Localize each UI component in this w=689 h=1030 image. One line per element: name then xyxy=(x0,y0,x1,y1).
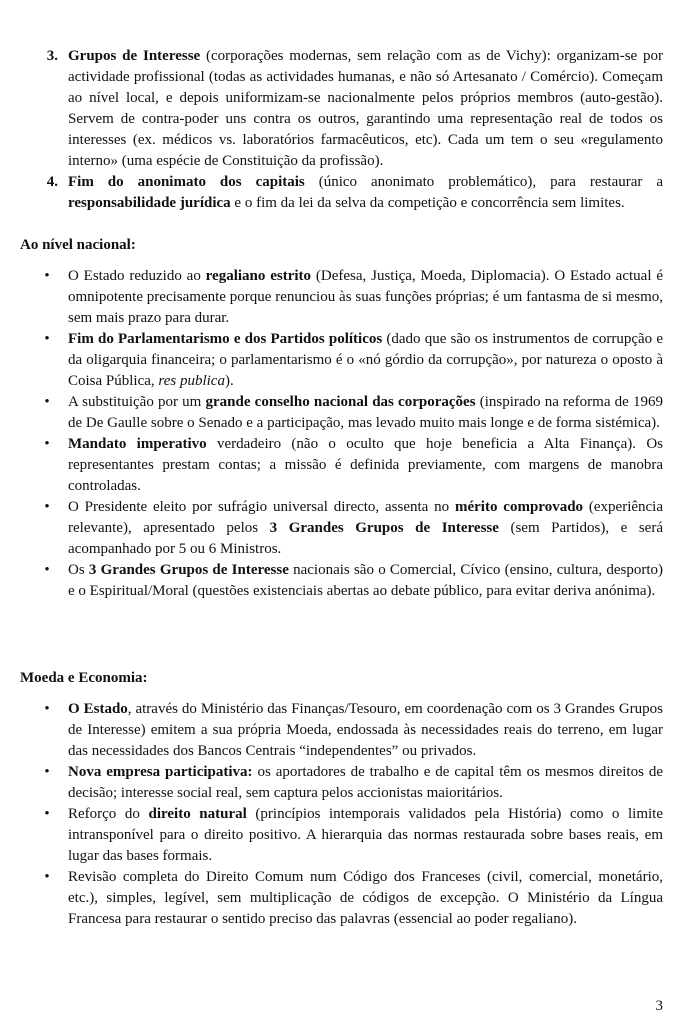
text-run: (Defesa, Justiça, Moeda, Diplomacia). O Estado actual é omnipotente precisamente porque renunciou às suas funções próprias; é um fantasma de si mesmo, sem mais prazo para durar. xyxy=(68,268,663,326)
bold-text: direito natural xyxy=(148,806,247,822)
item-text xyxy=(68,329,663,392)
list-item xyxy=(20,699,663,762)
list-item xyxy=(20,434,663,497)
bullet-icon: • xyxy=(44,806,50,822)
list-item xyxy=(20,329,663,392)
page-number: 3 xyxy=(655,998,663,1014)
bold-text: Fim do Parlamentarismo e dos Partidos políticos xyxy=(68,331,383,347)
list-item xyxy=(20,497,663,560)
item-text xyxy=(68,560,663,602)
bold-text: 3 Grandes Grupos de Interesse xyxy=(88,562,289,578)
item-text xyxy=(68,497,663,560)
item-text xyxy=(68,172,663,214)
bullet-icon: • xyxy=(44,331,50,347)
item-text xyxy=(68,46,663,172)
text-run: (dado que são os instrumentos de corrupção e da oligarquia financeira; o parlamentarismo é o «nó górdio da corrupção», por natureza o oposto à Coisa Pública, xyxy=(68,331,663,389)
list-item xyxy=(20,867,663,930)
list-item xyxy=(20,392,663,434)
section-heading-nacional: Ao nível nacional: xyxy=(20,237,136,253)
bold-text: mérito comprovado xyxy=(455,499,584,515)
bold-text: Nova empresa participativa: xyxy=(68,764,253,780)
bullet-icon: • xyxy=(44,764,50,780)
bullet-icon: • xyxy=(44,562,50,578)
italic-text: res publica xyxy=(158,373,225,389)
bullet-list-moeda xyxy=(20,699,663,930)
text-run: (único anonimato problemático), para restaurar a xyxy=(304,174,663,190)
text-run: (inspirado na reforma de 1969 de De Gaulle sobre o Senado e a participação, mas levado muito mais longe e de forma sistémica). xyxy=(68,394,663,431)
bullet-list-nacional xyxy=(20,266,663,602)
item-text xyxy=(68,867,663,930)
numbered-list xyxy=(20,46,663,214)
text-run: os aportadores de trabalho e de capital têm os mesmos direitos de decisão; interesse social real, sem captura pelos accionistas maioritários. xyxy=(68,764,663,801)
item-text xyxy=(68,392,663,434)
bold-text: Fim do anonimato dos capitais xyxy=(68,174,305,190)
bold-text: responsabilidade jurídica xyxy=(68,195,231,211)
bullet-icon: • xyxy=(44,268,50,284)
list-item xyxy=(20,560,663,602)
text-run: (sem Partidos), e será acompanhado por 5 ou 6 Ministros. xyxy=(68,520,663,557)
text-run: O Presidente eleito por sufrágio universal directo, assenta no xyxy=(68,499,455,515)
item-text xyxy=(68,762,663,804)
numbered-item-3 xyxy=(20,46,663,172)
bold-text: Grupos de Interesse xyxy=(68,48,201,64)
bullet-icon: • xyxy=(44,701,50,717)
text-run: Revisão completa do Direito Comum num Código dos Franceses (civil, comercial, monetário, etc.), simples, legível, sem multiplicação de códigos de excepção. O Ministério da Língua Francesa para restaurar o sentido preciso das palavras (essencial ao poder regaliano). xyxy=(68,869,663,927)
item-text xyxy=(68,266,663,329)
list-item xyxy=(20,762,663,804)
text-run: (princípios intemporais validados pela História) como o limite intransponível para o direito positivo. A hierarquia das normas restaurada sobre bases reais, em lugar das bases formais. xyxy=(68,806,663,864)
section-heading-moeda: Moeda e Economia: xyxy=(20,670,148,686)
list-item xyxy=(20,266,663,329)
bold-text: regaliano estrito xyxy=(205,268,312,284)
item-text xyxy=(68,804,663,867)
list-number: 4. xyxy=(46,174,58,190)
text-run: Os xyxy=(68,562,89,578)
text-run: , através do Ministério das Finanças/Tesouro, em coordenação com os 3 Grandes Grupos de Interesse) emitem a sua própria Moeda, endossada às necessidades reais do terreno, em lugar das necessidades dos Bancos Centrais “independentes” ou privados. xyxy=(68,701,663,759)
text-run: verdadeiro (não o oculto que hoje beneficia a Alta Finança). Os representantes prestam contas; a missão é definida previamente, com margens de manobra controladas. xyxy=(68,436,663,494)
list-item xyxy=(20,804,663,867)
text-run: A substituição por um xyxy=(68,394,206,410)
text-run: (experiência relevante), apresentado pelos xyxy=(68,499,663,536)
item-text xyxy=(68,434,663,497)
text-run: (corporações modernas, sem relação com as de Vichy): organizam-se por actividade profissional (todas as actividades humanas, e não só Artesanato / Comércio). Começam ao nível local, e depois uniformizam-se nacionalmente pelos próprios membros (auto-gestão). Servem de contra-poder uns contra os outros, garantindo uma representação real de todos os interesses (ex. médicos vs. laboratórios farmacêuticos, etc). Cada um tem o seu «regulamento interno» (uma espécie de Constituição da profissão). xyxy=(68,48,663,169)
text-run: O Estado reduzido ao xyxy=(68,268,206,284)
text-run: e o fim da lei da selva da competição e concorrência sem limites. xyxy=(230,195,625,211)
bullet-icon: • xyxy=(44,394,50,410)
text-run: ). xyxy=(224,373,234,389)
bold-text: grande conselho nacional das corporações xyxy=(205,394,476,410)
text-run: nacionais são o Comercial, Cívico (ensino, cultura, desporto) e o Espiritual/Moral (questões existenciais abertas ao debate público, para evitar deriva anónima). xyxy=(68,562,664,599)
bold-text: O Estado xyxy=(68,701,128,717)
bullet-icon: • xyxy=(44,499,50,515)
item-text xyxy=(68,699,663,762)
text-run: Reforço do xyxy=(68,806,149,822)
bold-text: 3 Grandes Grupos de Interesse xyxy=(269,520,499,536)
bold-text: Mandato imperativo xyxy=(68,436,207,452)
list-number: 3. xyxy=(46,48,58,64)
bullet-icon: • xyxy=(44,869,50,885)
bullet-icon: • xyxy=(44,436,50,452)
numbered-item-4 xyxy=(20,172,663,214)
